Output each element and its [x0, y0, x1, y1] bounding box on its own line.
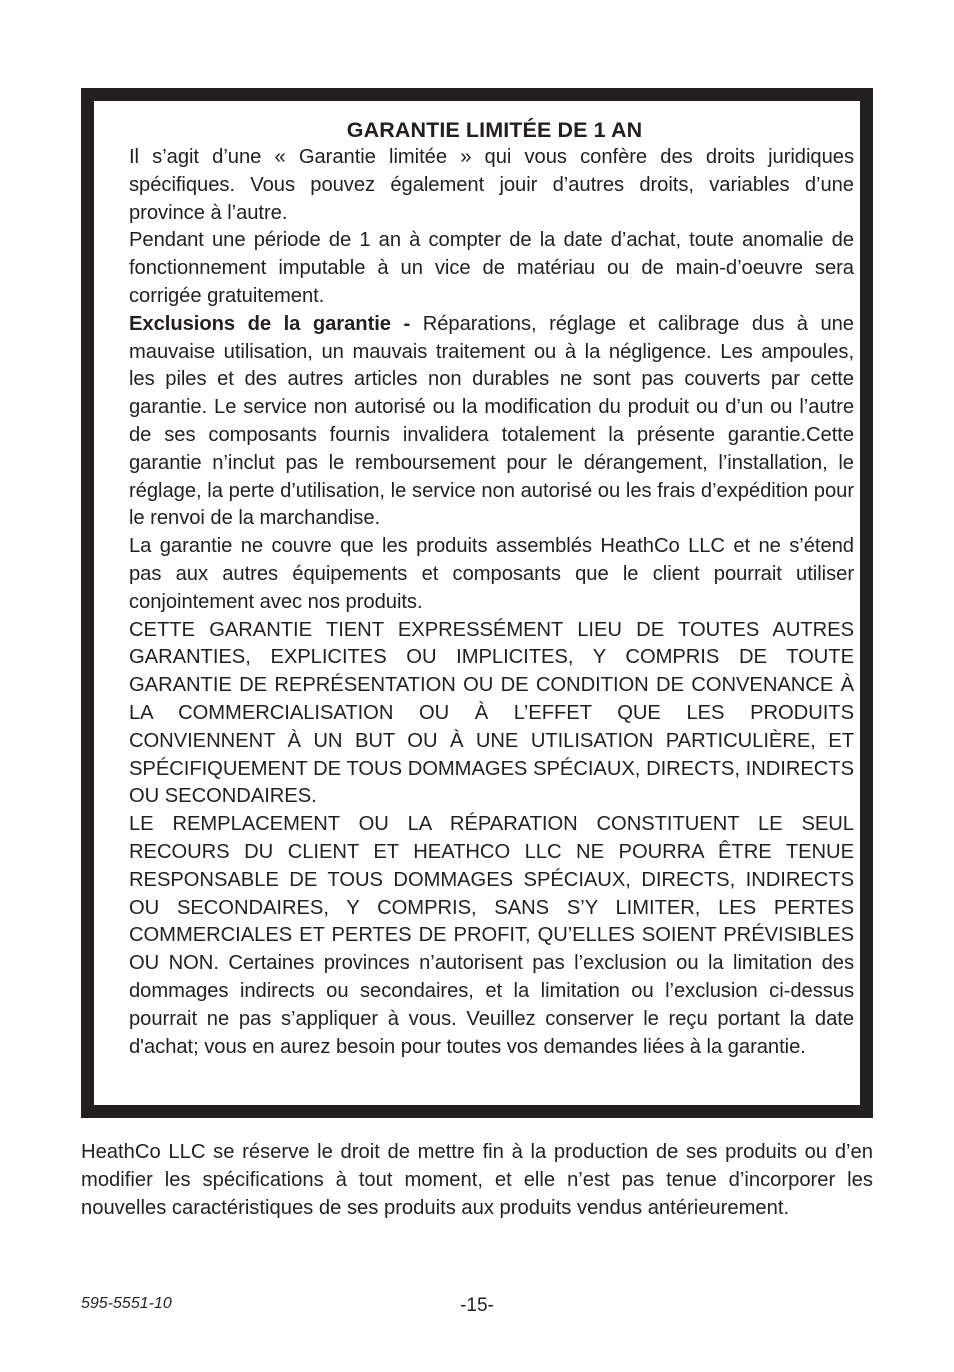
warranty-liability-paragraph: LE REMPLACEMENT OU LA RÉPARATION CONSTITUENT LE SEUL RECOURS DU CLIENT ET HEATHCO LLC NE POURRA ÊTRE TENUE RESPONSABLE DE TOUS DOMMAGES SPÉCIAUX, DIRECTS, INDIRECTS OU SECONDAIRES, Y COMPRIS, SANS S’Y LIMITER, LES PERTES COMMERCIALES ET PERTES DE PROFIT, QU’ELLES SOIENT PRÉVISIBLES OU NON. Certaines provinces n’autorisent pas l’exclusion ou la limitation des dommages indirects ou secondaires, et la limitation ou l’exclusion ci-dessus pourrait ne pas s’appliquer à vous. Veuillez conserver le reçu portant la date d'achat; vous en aurez besoin pour toutes vos demandes liées à la garantie.: [129, 813, 854, 1058]
warranty-box-inner: [92, 99, 862, 1107]
warranty-title: GARANTIE LIMITÉE DE 1 AN: [346, 118, 643, 142]
document-number: 595-5551-10: [81, 1295, 172, 1312]
exclusions-text: Réparations, réglage et calibrage dus à une mauvaise utilisation, un mauvais traitement ou à la négligence. Les ampoules, les piles et des autres articles non durables ne sont pas couverts par cette garantie. Le service non autorisé ou la modification du produit ou d’un ou l’autre de ses composants fournis invalidera totalement la présente garantie.Cette garantie n’inclut pas le remboursement pour le dérangement, l’installation, le réglage, la perte d’utilisation, le service non autorisé ou les frais d’expédition pour le renvoi de la marchandise.: [129, 312, 854, 530]
footer-notice: HeathCo LLC se réserve le droit de mettre fin à la production de ses produits ou d’en modifier les spécifications à tout moment, et elle n’est pas tenue d’incorporer les nouvelles caractéristiques de ses produits aux produits vendus antérieurement.: [81, 1141, 873, 1219]
exclusions-label: Exclusions de la garantie -: [129, 312, 411, 335]
warranty-box: [81, 88, 873, 1118]
warranty-disclaimer-paragraph: CETTE GARANTIE TIENT EXPRESSÉMENT LIEU DE TOUTES AUTRES GARANTIES, EXPLICITES OU IMPLICITES, Y COMPRIS DE TOUTE GARANTIE DE REPRÉSENTATION OU DE CONDITION DE CONVENANCE À LA COMMERCIALISATION OU À L’EFFET QUE LES PRODUITS CONVIENNENT À UN BUT OU À UNE UTILISATION PARTICULIÈRE, ET SPÉCIFIQUEMENT DE TOUS DOMMAGES SPÉCIAUX, DIRECTS, INDIRECTS OU SECONDAIRES.: [129, 618, 854, 808]
warranty-period-paragraph: Pendant une période de 1 an à compter de la date d’achat, toute anomalie de fonctionnement imputable à un vice de matériau ou de main-d’oeuvre sera corrigée gratuitement.: [129, 229, 854, 307]
warranty-coverage-paragraph: La garantie ne couvre que les produits assemblés HeathCo LLC et ne s’étend pas aux autres équipements et composants que le client pourrait utiliser conjointement avec nos produits.: [129, 535, 854, 613]
page-number: -15-: [460, 1295, 494, 1316]
warranty-exclusions-paragraph: [129, 311, 854, 533]
warranty-intro-paragraph: Il s’agit d’une « Garantie limitée » qui vous confère des droits juridiques spécifiques. Vous pouvez également jouir d’autres droits, variables d’une province à l’autre.: [129, 146, 854, 224]
